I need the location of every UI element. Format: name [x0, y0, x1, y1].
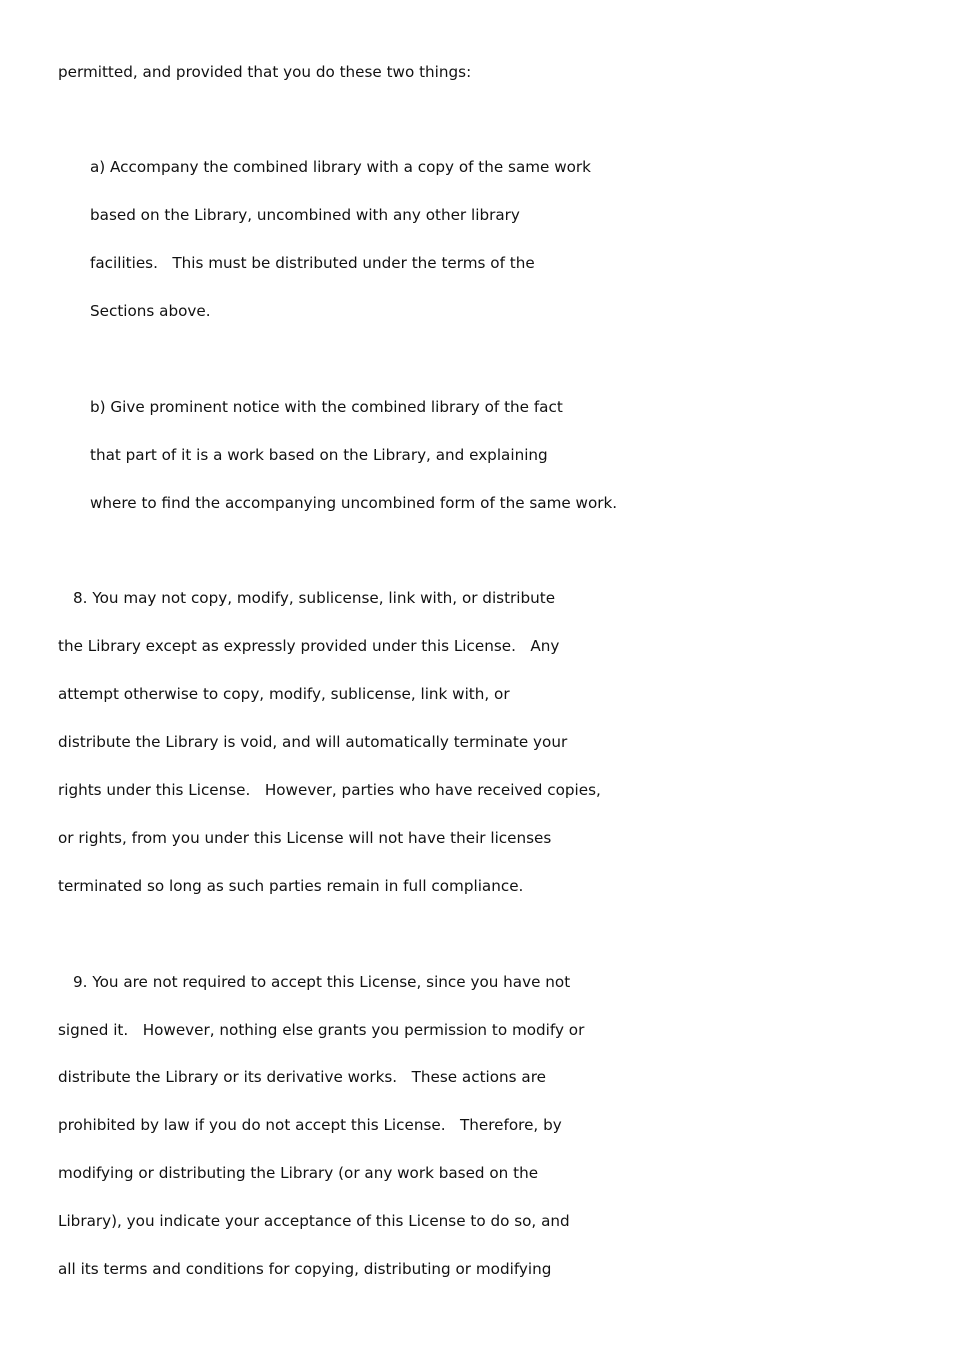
text-line: all its terms and conditions for copying, distributing or modifying: [58, 1260, 552, 1278]
text-line: based on the Library, uncombined with any other library: [90, 206, 520, 224]
text-line: distribute the Library is void, and will automatically terminate your: [58, 733, 568, 751]
text-line: Sections above.: [90, 302, 211, 320]
text-line: attempt otherwise to copy, modify, sublicense, link with, or: [58, 685, 510, 703]
text-line: distribute the Library or its derivative works. These actions are: [58, 1068, 546, 1086]
text-line: permitted, and provided that you do these two things:: [58, 63, 472, 81]
text-line: terminated so long as such parties remain in full compliance.: [58, 877, 524, 895]
text-line: facilities. This must be distributed under the terms of the: [90, 254, 535, 272]
text-line: signed it. However, nothing else grants you permission to modify or: [58, 1021, 585, 1039]
text-line: or rights, from you under this License will not have their licenses: [58, 829, 552, 847]
section-9-heading-line: 9. You are not required to accept this License, since you have not: [73, 973, 571, 991]
text-line: a) Accompany the combined library with a copy of the same work: [90, 158, 591, 176]
text-line: prohibited by law if you do not accept this License. Therefore, by: [58, 1116, 562, 1134]
text-line: b) Give prominent notice with the combined library of the fact: [90, 398, 563, 416]
text-line: Library), you indicate your acceptance of this License to do so, and: [58, 1212, 570, 1230]
text-line: rights under this License. However, parties who have received copies,: [58, 781, 601, 799]
section-8-heading-line: 8. You may not copy, modify, sublicense, link with, or distribute: [73, 589, 556, 607]
text-line: the Library except as expressly provided under this License. Any: [58, 637, 560, 655]
text-line: modifying or distributing the Library (or any work based on the: [58, 1164, 539, 1182]
text-line: where to find the accompanying uncombined form of the same work.: [90, 494, 618, 512]
text-line: that part of it is a work based on the Library, and explaining: [90, 446, 548, 464]
